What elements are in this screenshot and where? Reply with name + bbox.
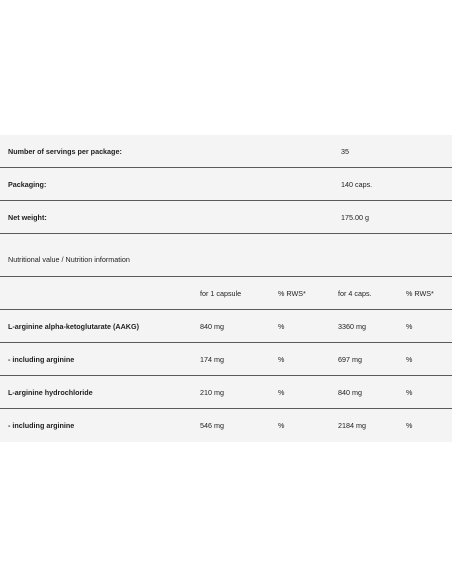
packaging-row [0, 168, 452, 201]
value-per-4-caps: 697 mg [338, 354, 362, 364]
net-weight-row [0, 201, 452, 234]
rws-per-4-caps: % [406, 421, 413, 430]
header-rws-4: % RWS* [406, 288, 434, 298]
header-rws-1: % RWS* [278, 288, 306, 298]
value-per-capsule: 546 mg [200, 421, 224, 430]
header-per-capsule: for 1 capsule [200, 288, 242, 298]
value-per-4-caps: 2184 mg [338, 421, 366, 430]
rws-per-capsule: % [278, 321, 285, 331]
header-per-4-caps: for 4 caps. [338, 288, 372, 298]
net-weight-label: Net weight: [8, 212, 47, 222]
nutrition-header-row [0, 276, 452, 310]
rws-per-capsule: % [278, 387, 285, 397]
value-per-capsule: 174 mg [200, 354, 224, 364]
packaging-value: 140 caps. [341, 179, 373, 189]
value-per-4-caps: 3360 mg [338, 321, 366, 331]
servings-label: Number of servings per package: [8, 146, 122, 156]
rws-per-4-caps: % [406, 354, 413, 364]
ingredient-name: - including arginine [8, 354, 75, 364]
rws-per-4-caps: % [406, 387, 413, 397]
table-row [0, 376, 452, 409]
table-row [0, 409, 452, 442]
servings-value: 35 [341, 146, 349, 156]
table-row [0, 343, 452, 376]
value-per-4-caps: 840 mg [338, 387, 362, 397]
servings-row [0, 135, 452, 168]
nutrition-section-title: Nutritional value / Nutrition information [8, 254, 130, 264]
nutrition-section-title-row [0, 242, 452, 276]
value-per-capsule: 840 mg [200, 321, 224, 331]
ingredient-name: - including arginine [8, 421, 75, 430]
nutrition-sheet [0, 135, 452, 442]
table-row [0, 310, 452, 343]
net-weight-value: 175.00 g [341, 212, 369, 222]
ingredient-name: L-arginine hydrochloride [8, 387, 93, 397]
rws-per-capsule: % [278, 354, 285, 364]
rws-per-4-caps: % [406, 321, 413, 331]
packaging-label: Packaging: [8, 179, 47, 189]
rws-per-capsule: % [278, 421, 285, 430]
value-per-capsule: 210 mg [200, 387, 224, 397]
ingredient-name: L-arginine alpha-ketoglutarate (AAKG) [8, 321, 139, 331]
